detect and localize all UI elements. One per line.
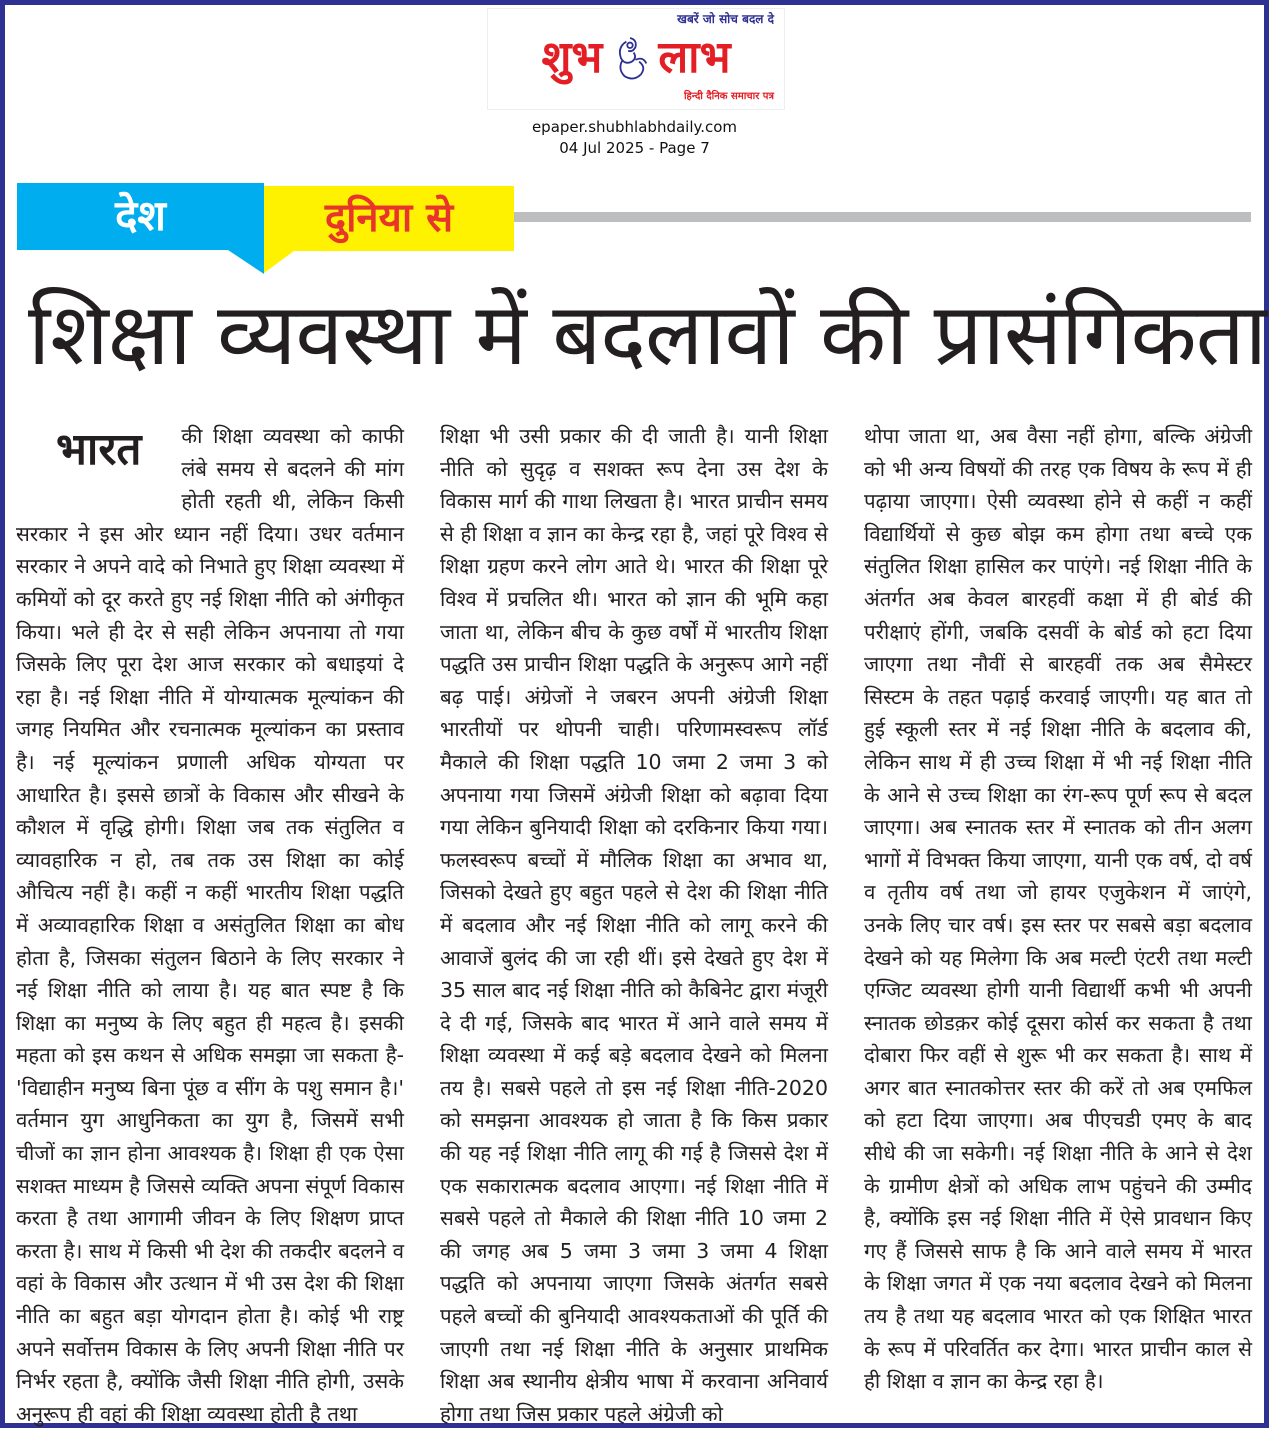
- masthead-name-part1: शुभ: [541, 32, 603, 83]
- section-label-primary: [17, 183, 264, 250]
- masthead-subtitle: हिन्दी दैनिक समाचार पत्र: [683, 91, 774, 102]
- column-2-text: शिक्षा भी उसी प्रकार की दी जाती है। यानी शिक्षा नीति को सुदृढ़ व सशक्त रूप देना उस देश के विकास मार्ग की गाथा लिखता है। भारत प्राचीन समय से ही शिक्षा व ज्ञान का केन्द्र रहा है, जहां पूरे विश्व से शिक्षा ग्रहण करने लोग आते थे। भारत की शिक्षा पूरे विश्व में प्रचलित थी। भारत को ज्ञान की भूमि कहा जाता था, लेकिन बीच के कुछ वर्षों में भारतीय शिक्षा पद्धति उस प्राचीन शिक्षा पद्धति के अनुरूप आगे नहीं बढ़ पाई। अंग्रेजों ने जबरन अपनी अंग्रेजी शिक्षा भारतीयों पर थोपनी चाही। परिणामस्वरूप लॉर्ड मैकाले की शिक्षा पद्धति 10 जमा 2 जमा 3 को अपनाया गया जिसमें अंग्रेजी शिक्षा को बढ़ावा दिया गया लेकिन बुनियादी शिक्षा को दरकिनार किया गया। फलस्वरूप बच्चों में मौलिक शिक्षा का अभाव था, जिसको देखते हुए बहुत पहले से देश की शिक्षा नीति में बदलाव और नई शिक्षा नीति को लागू करने की आवाजें बुलंद की जा रही थीं। इसे देखते हुए देश में 35 साल बाद नई शिक्षा नीति को कैबिनेट द्वारा मंजूरी दे दी गई, जिसके बाद भारत में आने वाले समय में शिक्षा व्यवस्था में कई बड़े बदलाव देखने को मिलना तय है। सबसे पहले तो इस नई शिक्षा नीति-2020 को समझना आवश्यक हो जाता है कि किस प्रकार की यह नई शिक्षा नीति लागू की गई है जिससे देश में एक सकारात्मक बदलाव आएगा। नई शिक्षा नीति में सबसे पहले तो मैकाले की शिक्षा नीति 10 जमा 2 की जगह अब 5 जमा 3 जमा 3 जमा 4 शिक्षा पद्धति को अपनाया जाएगा जिसके अंतर्गत सबसे पहले बच्चों की बुनियादी आवश्यकताओं की पूर्ति की जाएगी तथा नई शिक्षा नीति के अनुसार प्राथमिक शिक्षा अब स्थानीय क्षेत्रीय भाषा में करवाना अनिवार्य होगा तथा जिस प्रकार पहले अंग्रेजी को: [440, 424, 828, 1426]
- column-3-text: थोपा जाता था, अब वैसा नहीं होगा, बल्कि अंग्रेजी को भी अन्य विषयों की तरह एक विषय के रूप में ही पढ़ाया जाएगा। ऐसी व्यवस्था होने से कहीं न कहीं विद्यार्थियों से कुछ बोझ कम होगा तथा बच्चे एक संतुलित शिक्षा हासिल कर पाएंगे। नई शिक्षा नीति के अंतर्गत अब केवल बारहवीं कक्षा में ही बोर्ड की परीक्षाएं होंगी, जबकि दसवीं के बोर्ड को हटा दिया जाएगा तथा नौवीं से बारहवीं तक अब सैमेस्टर सिस्टम के तहत पढ़ाई करवाई जाएगी। यह बात तो हुई स्कूली स्तर में नई शिक्षा नीति के बदलाव की, लेकिन साथ में ही उच्च शिक्षा में भी नई शिक्षा नीति के आने से उच्च शिक्षा का रंग-रूप पूर्ण रूप से बदल जाएगा। अब स्नातक स्तर में स्नातक को तीन अलग भागों में विभक्त किया जाएगा, यानी एक वर्ष, दो वर्ष व तृतीय वर्ष तथा जो हायर एजुकेशन में जाएंगे, उनके लिए चार वर्ष। इस स्तर पर सबसे बड़ा बदलाव देखने को यह मिलेगा कि अब मल्टी एंटरी तथा मल्टी एग्जिट व्यवस्था होगी यानी विद्यार्थी कभी भी अपनी स्नातक छोडक़र कोई दूसरा कोर्स कर सकता है तथा दोबारा फिर वहीं से शुरू भी कर सकता है। साथ में अगर बात स्नातकोत्तर स्तर की करें तो अब एमफिल को हटा दिया जाएगा। अब पीएचडी एमए के बाद सीधे की जा सकेगी। नई शिक्षा नीति के आने से देश के ग्रामीण क्षेत्रों को अधिक लाभ पहुंचने की उम्मीद है, क्योंकि इस नई शिक्षा नीति में ऐसे प्रावधान किए गए हैं जिससे साफ है कि आने वाले समय में भारत के शिक्षा जगत में एक नया बदलाव देखने को मिलना तय है तथा यह बदलाव भारत को एक शिक्षित भारत के रूप में परिवर्तित कर देगा। भारत प्राचीन काल से ही शिक्षा व ज्ञान का केन्द्र रहा है।: [864, 424, 1252, 1394]
- masthead-tagline: खबरें जो सोच बदल दे: [677, 12, 774, 26]
- masthead-name-part2: लाभ: [658, 32, 731, 83]
- section-rule: [514, 212, 1251, 222]
- column-1-text: की शिक्षा व्यवस्था को काफी लंबे समय से बदलने की मांग होती रहती थी, लेकिन किसी सरकार ने इस ओर ध्यान नहीं दिया। उधर वर्तमान सरकार ने अपने वादे को निभाते हुए शिक्षा व्यवस्था में कमियों को दूर करते हुए नई शिक्षा नीति को अंगीकृत किया। भले ही देर से सही लेकिन अपनाया तो गया जिसके लिए पूरा देश आज सरकार को बधाइयां दे रहा है। नई शिक्षा नीति में योग्यात्मक मूल्यांकन की जगह नियमित और रचनात्मक मूल्यांकन का प्रस्ताव है। नई मूल्यांकन प्रणाली अधिक योग्यता पर आधारित है। इससे छात्रों के विकास और सीखने के कौशल में वृद्धि होगी। शिक्षा जब तक संतुलित व व्यावहारिक न हो, तब तक उस शिक्षा का कोई औचित्य नहीं है। कहीं न कहीं भारतीय शिक्षा पद्धति में अव्यावहारिक शिक्षा व असंतुलित शिक्षा का बोध होता है, जिसका संतुलन बिठाने के लिए सरकार ने नई शिक्षा नीति को लाया है। यह बात स्पष्ट है कि शिक्षा का मनुष्य के लिए बहुत ही महत्व है। इसकी महता को इस कथन से अधिक समझा जा सकता है- 'विद्याहीन मनुष्य बिना पूंछ व सींग के पशु समान है।' वर्तमान युग आधुनिकता का युग है, जिसमें सभी चीजों का ज्ञान होना आवश्यक है। शिक्षा ही एक ऐसा सशक्त माध्यम है जिससे व्यक्ति अपना संपूर्ण विकास करता है तथा आगामी जीवन के लिए शिक्षण प्राप्त करता है। साथ में किसी भी देश की तकदीर बदलने व वहां के विकास और उत्थान में भी उस देश की शिक्षा नीति का बहुत बड़ा योगदान होता है। कोई भी राष्ट्र अपने सर्वोत्तम विकास के लिए अपनी शिक्षा नीति पर निर्भर रहता है, क्योंकि जैसी शिक्षा नीति होगी, उसके अनुरूप ही वहां की शिक्षा व्यवस्था होती है तथा: [16, 424, 404, 1426]
- section-secondary-text: दुनिया से: [324, 195, 454, 241]
- section-label-secondary: [264, 186, 514, 251]
- date-page: 04 Jul 2025 - Page 7: [559, 139, 710, 157]
- lead-word: भारत: [56, 424, 142, 475]
- section-primary-pointer: [228, 250, 264, 274]
- masthead-logo: [487, 8, 785, 110]
- article-column-1: [16, 420, 404, 1430]
- ganesh-icon: [610, 32, 650, 84]
- epaper-url: epaper.shubhlabhdaily.com: [531, 118, 738, 136]
- article-column-2: [440, 420, 828, 1430]
- masthead-wordmark: [498, 27, 774, 89]
- section-primary-text: देश: [115, 191, 166, 240]
- section-secondary-pointer: [264, 251, 294, 273]
- article-column-3: [864, 420, 1252, 1398]
- article-headline: शिक्षा व्यवस्था में बदलावों की प्रासंगिकता: [28, 285, 1267, 385]
